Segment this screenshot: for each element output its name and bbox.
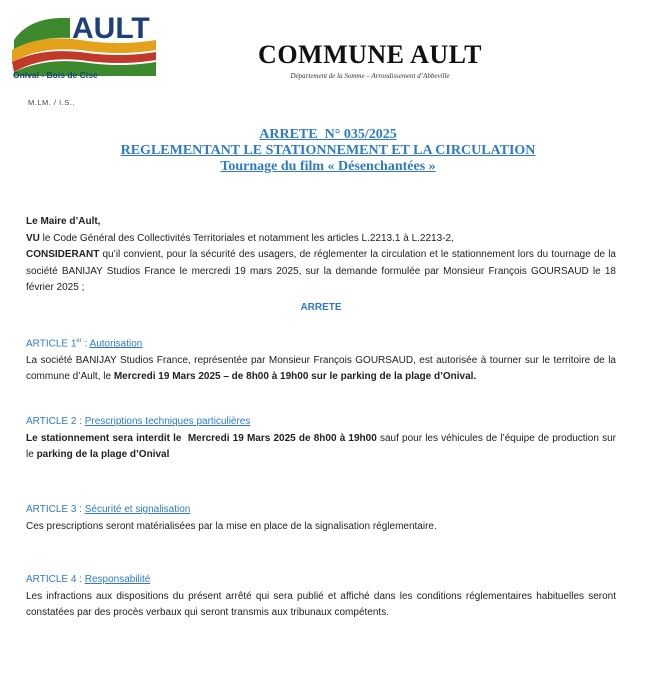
- vu-text: le Code Général des Collectivités Territoriales et notamment les articles L.2213.1 à L.2213-2,: [39, 232, 454, 244]
- article-1-title: Autorisation: [89, 338, 143, 350]
- article-2-sep: :: [76, 416, 85, 427]
- article-2-number: ARTICLE 2: [26, 416, 77, 427]
- article-3-title: Sécurité et signalisation: [84, 504, 191, 515]
- article-4-sep: :: [76, 574, 85, 585]
- article-1: [26, 333, 616, 386]
- article-4-number: ARTICLE 4: [26, 574, 77, 585]
- article-2-heading: [26, 414, 616, 431]
- article-3-text: Ces prescriptions seront matérialisées par la mise en place de la signalisation réglementaire.: [26, 520, 437, 532]
- article-1-number: ARTICLE 1: [26, 338, 77, 350]
- article-2-title: Prescriptions techniques particulières: [84, 416, 251, 427]
- article-4: [26, 572, 616, 622]
- article-4-text: Les infractions aux dispositions du présent arrêté qui sera publié et affiché dans les conditions réglementaires habituelles seront constatées par des procès verbaux qui seront transmis aux tribunaux compétents.: [26, 590, 616, 618]
- article-1-text-a: La société BANIJAY Studios France, représentée par Monsieur François GOURSAUD, est autorisée à tourner sur le territoire de la commune d’Ault, le: [26, 354, 616, 383]
- vu-paragraph: [26, 231, 616, 248]
- article-4-title: Responsabilité: [84, 574, 151, 585]
- vu-label: VU: [26, 232, 40, 244]
- article-1-sup: er: [76, 338, 82, 344]
- commune-name: COMMUNE AULT: [258, 40, 482, 69]
- considerant-paragraph: [26, 247, 616, 297]
- article-2-text-a: sauf pour les véhicules de l’équipe de production sur le: [26, 432, 616, 460]
- article-2-text-lead: Le stationnement sera interdit le Mercredi 19 Mars 2025 de 8h00 à 19h00: [26, 432, 377, 444]
- title-subject: REGLEMENTANT LE STATIONNEMENT ET LA CIRCULATION: [120, 143, 536, 158]
- preamble: [26, 214, 616, 330]
- logo-word: AULT: [72, 12, 150, 45]
- maire-line: Le Maire d’Ault,: [26, 216, 101, 227]
- article-3-heading: [26, 502, 616, 519]
- article-4-heading: [26, 572, 616, 589]
- commune-header: [215, 40, 525, 80]
- arrete-title: [0, 127, 656, 175]
- title-film: Tournage du film « Désenchantées »: [220, 159, 436, 174]
- article-3-sep: :: [76, 504, 85, 515]
- title-number: ARRETE N° 035/2025: [259, 127, 397, 142]
- considerant-label: CONSIDERANT: [26, 249, 100, 260]
- considerant-text: qu’il convient, pour la sécurité des usagers, de réglementer la circulation et le stationnement lors du tournage de la société BANIJAY Studios France le mercredi 19 mars 2025, sur la demande formulée par Monsieur François GOURSAUD le 18 février 2025 ;: [26, 249, 616, 293]
- article-2-text: [26, 431, 616, 464]
- article-3: [26, 502, 616, 535]
- department-line: Département de la Somme – Arrondissement d’Abbeville: [290, 72, 450, 80]
- article-1-sep: :: [81, 338, 90, 350]
- article-1-text-bold: Mercredi 19 Mars 2025 – de 8h00 à 19h00 sur le parking de la plage d’Onival.: [113, 371, 477, 383]
- article-2-text-bold: parking de la plage d’Onival: [36, 449, 170, 460]
- article-3-number: ARTICLE 3: [26, 504, 77, 515]
- arrete-heading: ARRETE: [300, 301, 342, 313]
- article-1-text: [26, 353, 616, 386]
- article-1-heading: [26, 333, 616, 353]
- article-2: [26, 414, 616, 464]
- logo-tagline: Onival - Bois de Cise: [13, 70, 98, 80]
- document-reference: M.LM. / I.S..: [28, 98, 75, 107]
